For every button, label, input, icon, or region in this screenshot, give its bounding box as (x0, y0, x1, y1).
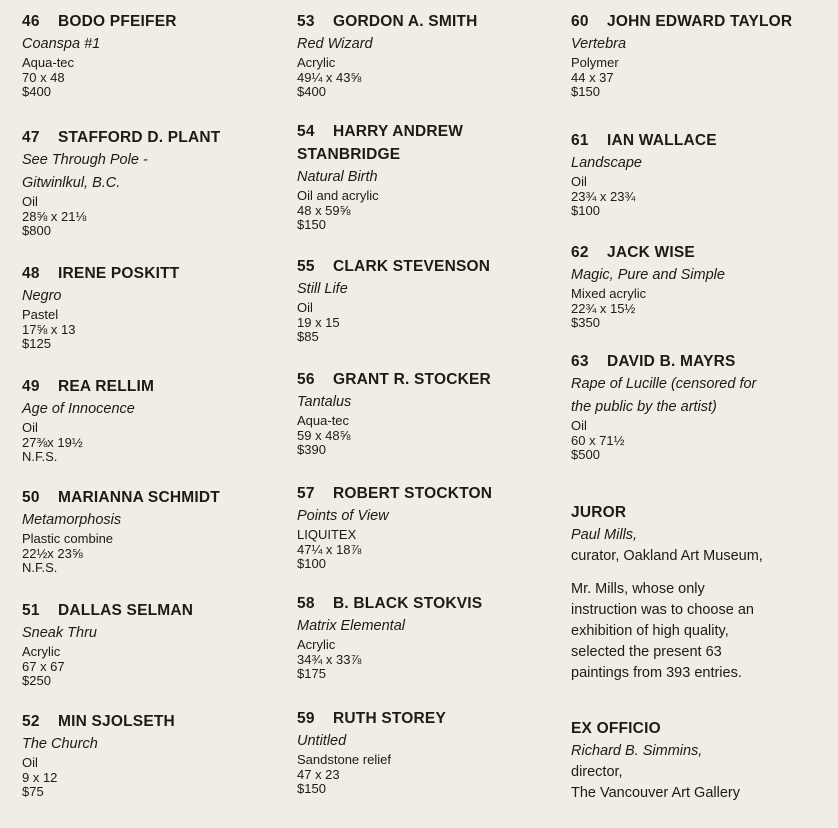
catalog-entry (297, 592, 557, 682)
catalog-entry (297, 482, 557, 572)
artwork-medium: Mixed acrylic (571, 286, 647, 301)
catalog-entry (571, 241, 833, 331)
artist-name: IAN WALLACE (607, 132, 717, 149)
juror-text-line: exhibition of high quality, (571, 623, 729, 639)
entry-heading (22, 10, 282, 33)
artwork-title: Gitwinlkul, B.C. (22, 175, 121, 191)
artwork-medium: Acrylic (297, 55, 336, 70)
artwork-title: Still Life (297, 281, 348, 297)
entry-number: 46 (22, 13, 40, 30)
entry-number: 49 (22, 378, 40, 395)
artwork-size: 27⅜x 19½ (22, 434, 83, 450)
artwork-price: $150 (571, 84, 600, 99)
artwork-medium: Oil and acrylic (297, 188, 379, 203)
catalog-entry (297, 10, 557, 100)
entry-heading (22, 262, 282, 285)
juror-text-line: Mr. Mills, whose only (571, 581, 705, 597)
artwork-size: 17⅝ x 13 (22, 321, 76, 337)
entry-number: 53 (297, 13, 315, 30)
catalog-entry (297, 120, 557, 233)
artwork-title: Matrix Elemental (297, 618, 405, 634)
artist-name: DALLAS SELMAN (58, 602, 194, 619)
catalog-entry (571, 129, 833, 219)
artwork-price: N.F.S. (22, 560, 58, 575)
artwork-size: 34¾ x 33⅞ (297, 651, 362, 667)
artwork-medium: Aqua-tec (297, 413, 350, 428)
catalog-entry (571, 10, 833, 100)
artist-name: STAFFORD D. PLANT (58, 129, 221, 146)
artwork-title: Untitled (297, 733, 347, 749)
artist-name: GRANT R. STOCKER (333, 371, 491, 388)
entry-number: 61 (571, 132, 589, 149)
artist-name: CLARK STEVENSON (333, 258, 491, 275)
artwork-title: Landscape (571, 155, 642, 171)
artist-name: ROBERT STOCKTON (333, 485, 493, 502)
catalog-entry (297, 368, 557, 458)
catalog-entry (297, 255, 557, 345)
artwork-title: Sneak Thru (22, 625, 97, 641)
entry-heading (297, 482, 557, 505)
juror-section (571, 502, 833, 684)
entry-number: 47 (22, 129, 40, 146)
artwork-price: $100 (571, 203, 600, 218)
entry-number: 52 (22, 713, 40, 730)
artwork-price: $150 (297, 217, 326, 232)
catalog-entry (297, 707, 557, 797)
artwork-medium: Oil (22, 755, 38, 770)
artwork-title: Natural Birth (297, 169, 378, 185)
entry-heading (22, 126, 282, 149)
artist-name: RUTH STOREY (333, 710, 447, 727)
artwork-price: $125 (22, 336, 51, 351)
entry-heading (297, 368, 557, 391)
juror-role: curator, Oakland Art Museum, (571, 548, 763, 564)
entry-number: 59 (297, 710, 315, 727)
juror-heading: JUROR (571, 504, 627, 521)
juror-text-line: paintings from 393 entries. (571, 665, 742, 681)
artwork-price: $500 (571, 447, 600, 462)
entry-number: 54 (297, 123, 315, 140)
catalog-entry (22, 486, 282, 576)
entry-number: 48 (22, 265, 40, 282)
artwork-price: $150 (297, 781, 326, 796)
artwork-price: $800 (22, 223, 51, 238)
artwork-price: N.F.S. (22, 449, 58, 464)
artwork-size: 47 x 23 (297, 766, 340, 782)
entry-number: 57 (297, 485, 315, 502)
artwork-medium: Acrylic (22, 644, 61, 659)
catalog-entry (22, 375, 282, 465)
artwork-price: $175 (297, 666, 326, 681)
entry-heading (22, 710, 282, 733)
artwork-size: 67 x 67 (22, 658, 65, 674)
artist-name: MARIANNA SCHMIDT (58, 489, 220, 506)
artist-name: DAVID B. MAYRS (607, 353, 736, 370)
artwork-title: Magic, Pure and Simple (571, 267, 725, 283)
artwork-price: $75 (22, 784, 44, 799)
artwork-title: Points of View (297, 508, 389, 524)
artwork-medium: Sandstone relief (297, 752, 391, 767)
artwork-medium: Polymer (571, 55, 619, 70)
artwork-size: 70 x 48 (22, 69, 65, 85)
artwork-title: See Through Pole - (22, 152, 148, 168)
artwork-price: $100 (297, 556, 326, 571)
artist-name: IRENE POSKITT (58, 265, 180, 282)
artist-name: GORDON A. SMITH (333, 13, 478, 30)
artist-name: HARRY ANDREW (333, 123, 464, 140)
artist-name: JOHN EDWARD TAYLOR (607, 13, 793, 30)
artist-name: JACK WISE (607, 244, 695, 261)
entry-heading (297, 592, 557, 615)
entry-number: 62 (571, 244, 589, 261)
artwork-title: Coanspa #1 (22, 36, 101, 52)
artist-name: STANBRIDGE (297, 146, 401, 163)
entry-number: 51 (22, 602, 40, 619)
entry-heading (571, 10, 833, 33)
entry-heading (571, 241, 833, 264)
ex-officio-role: director, (571, 764, 623, 780)
artwork-price: $85 (297, 329, 319, 344)
artwork-size: 44 x 37 (571, 69, 614, 85)
juror-text-line: instruction was to choose an (571, 602, 754, 618)
entry-heading (297, 707, 557, 730)
artwork-size: 48 x 59⅝ (297, 202, 351, 218)
entry-heading (297, 10, 557, 33)
artwork-medium: LIQUITEX (297, 527, 357, 542)
artwork-size: 19 x 15 (297, 314, 340, 330)
artwork-size: 9 x 12 (22, 769, 58, 785)
catalog-entry (22, 710, 282, 800)
artwork-size: 49¼ x 43⅝ (297, 69, 362, 85)
entry-number: 50 (22, 489, 40, 506)
artwork-title: Negro (22, 288, 62, 304)
artwork-medium: Oil (571, 174, 587, 189)
artwork-medium: Aqua-tec (22, 55, 75, 70)
entry-heading (22, 486, 282, 509)
artwork-size: 60 x 71½ (571, 432, 625, 448)
artist-name: BODO PFEIFER (58, 13, 177, 30)
catalog-entry (571, 350, 833, 463)
artwork-medium: Plastic combine (22, 531, 114, 546)
entry-number: 55 (297, 258, 315, 275)
artwork-title: Rape of Lucille (censored for (571, 376, 757, 392)
catalog-entry (22, 126, 282, 239)
juror-text-line: selected the present 63 (571, 644, 722, 660)
ex-officio-section (571, 718, 833, 804)
artwork-title: Red Wizard (297, 36, 373, 52)
artwork-title: Metamorphosis (22, 512, 122, 528)
artwork-size: 23¾ x 23¾ (571, 188, 636, 204)
entry-number: 63 (571, 353, 589, 370)
artwork-medium: Oil (22, 194, 38, 209)
artwork-title: the public by the artist) (571, 399, 717, 415)
artwork-title: Vertebra (571, 36, 627, 52)
juror-name: Paul Mills, (571, 527, 638, 543)
artwork-price: $250 (22, 673, 51, 688)
artwork-size: 22¾ x 15½ (571, 300, 636, 316)
artwork-title: The Church (22, 736, 98, 752)
entry-number: 60 (571, 13, 589, 30)
entry-number: 56 (297, 371, 315, 388)
artist-name: REA RELLIM (58, 378, 155, 395)
artwork-medium: Pastel (22, 307, 59, 322)
entry-heading (571, 129, 833, 152)
artist-name: MIN SJOLSETH (58, 713, 175, 730)
artwork-size: 28⅝ x 21⅛ (22, 208, 87, 224)
artwork-medium: Oil (22, 420, 38, 435)
artwork-medium: Oil (571, 418, 587, 433)
catalog-entry (22, 599, 282, 689)
entry-heading (297, 120, 557, 143)
ex-officio-role: The Vancouver Art Gallery (571, 785, 740, 801)
artwork-title: Tantalus (297, 394, 352, 410)
artwork-price: $390 (297, 442, 326, 457)
artwork-title: Age of Innocence (22, 401, 135, 417)
artwork-price: $400 (22, 84, 51, 99)
entry-heading (22, 375, 282, 398)
artwork-price: $400 (297, 84, 326, 99)
catalog-entry (22, 262, 282, 352)
catalog-entry (22, 10, 282, 100)
entry-heading (571, 350, 833, 373)
artwork-medium: Acrylic (297, 637, 336, 652)
ex-officio-name: Richard B. Simmins, (571, 743, 703, 759)
artwork-size: 22½x 23⅝ (22, 545, 83, 561)
artwork-size: 59 x 48⅝ (297, 427, 351, 443)
entry-heading (22, 599, 282, 622)
artwork-price: $350 (571, 315, 600, 330)
entry-number: 58 (297, 595, 315, 612)
ex-officio-heading: EX OFFICIO (571, 720, 661, 737)
artwork-size: 47¼ x 18⅞ (297, 541, 362, 557)
artist-name: B. BLACK STOKVIS (333, 595, 483, 612)
entry-heading (297, 255, 557, 278)
artwork-medium: Oil (297, 300, 313, 315)
